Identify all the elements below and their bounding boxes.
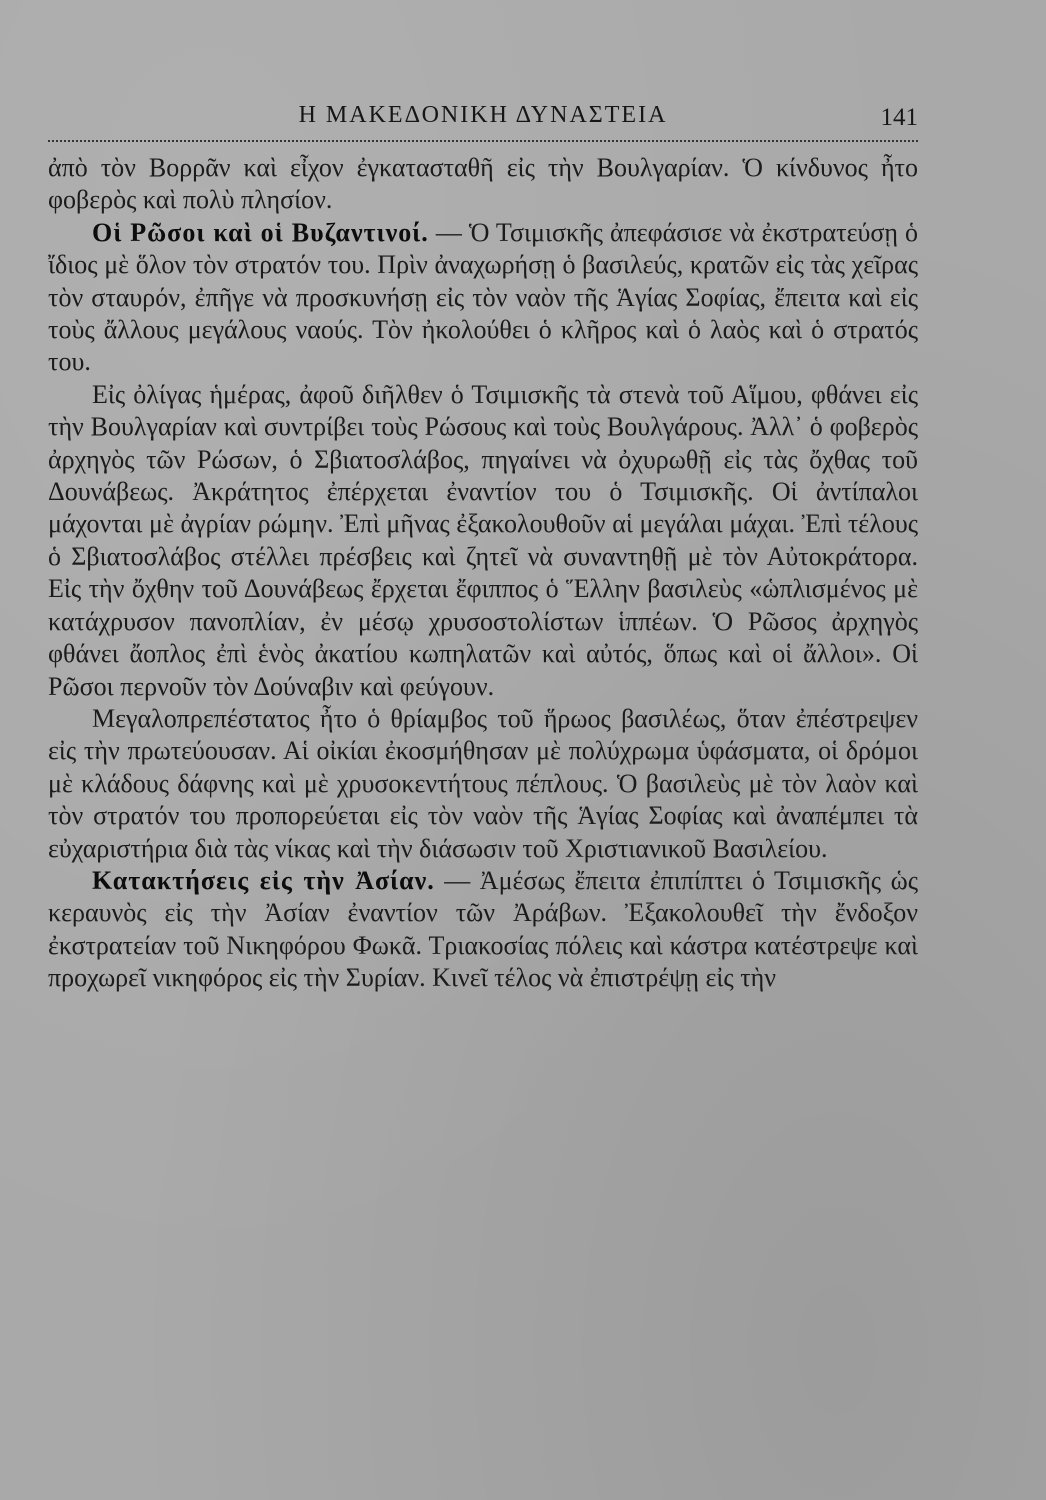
paragraph-4 [48,703,918,865]
paragraph-2-text: — Ὁ Τσιμισκῆς ἀπεφάσισε νὰ ἐκστρατεύσῃ ὁ ἴδιος μὲ ὅλον τὸν στρατόν του. Πρὶν ἀναχωρήσῃ ὁ βασιλεύς, κρατῶν εἰς τὰς χεῖρας τὸν σταυρόν, ἐπῆγε νὰ προσκυνήσῃ εἰς τὸν ναὸν τῆς Ἁγίας Σοφίας, ἔπειτα καὶ εἰς τοὺς ἄλλους μεγάλους ναούς. Τὸν ἠκολούθει ὁ κλῆρος καὶ ὁ λαὸς καὶ ὁ στρατός του. [48,217,919,377]
header-rule [48,140,918,142]
paragraph-3-text: Εἰς ὀλίγας ἡμέρας, ἀφοῦ διῆλθεν ὁ Τσιμισκῆς τὰ στενὰ τοῦ Αἵμου, φθάνει εἰς τὴν Βουλγαρίαν καὶ συντρίβει τοὺς Ρώσους καὶ τοὺς Βουλγάρους. Ἀλλ᾽ ὁ φοβερὸς ἀρχηγὸς τῶν Ρώσων, ὁ Σβιατοσλάβος, πηγαίνει νὰ ὀχυρωθῇ εἰς τὰς ὄχθας τοῦ Δουνάβεως. Ἀκράτητος ἐπέρχεται ἐναντίον του ὁ Τσιμισκῆς. Οἱ ἀντίπαλοι μάχονται μὲ ἀγρίαν ρώμην. Ἐπὶ μῆνας ἐξακολουθοῦν αἱ μεγάλαι μάχαι. Ἐπὶ τέλους ὁ Σβιατοσλάβος στέλλει πρέσβεις καὶ ζητεῖ νὰ συναντηθῇ μὲ τὸν Αὐτοκράτορα. Εἰς τὴν ὄχθην τοῦ Δουνάβεως ἔρχεται ἔφιππος ὁ Ἕλλην βασιλεὺς «ὡπλισμένος μὲ κατάχρυσον πανοπλίαν, ἐν μέσῳ χρυσοστολίστων ἱππέων. Ὁ Ρῶσος ἀρχηγὸς φθάνει ἄοπλος ἐπὶ ἑνὸς ἀκατίου κωπηλατῶν καὶ αὐτός, ὅπως καὶ οἱ ἄλλοι». Οἱ Ρῶσοι περνοῦν τὸν Δούναβιν καὶ φεύγουν. [48,379,918,701]
body-text [48,152,918,995]
paragraph-2 [48,217,918,379]
paragraph-5-text: — Ἀμέσως ἔπειτα ἐπιπίπτει ὁ Τσιμισκῆς ὡς κεραυνὸς εἰς τὴν Ἀσίαν ἐναντίον τῶν Ἀράβων. Ἐξακολουθεῖ τὴν ἔνδοξον ἐκστρατείαν τοῦ Νικηφόρου Φωκᾶ. Τριακοσίας πόλεις καὶ κάστρα κατέστρεψε καὶ προχωρεῖ νικηφόρος εἰς τὴν Συρίαν. Κινεῖ τέλος νὰ ἐπιστρέψῃ εἰς τὴν [48,865,918,993]
paragraph-3 [48,379,918,703]
paragraph-1 [48,152,918,217]
paragraph-4-text: Μεγαλοπρεπέστατος ἦτο ὁ θρίαμβος τοῦ ἥρωος βασιλέως, ὅταν ἐπέστρεψεν εἰς τὴν πρωτεύουσαν. Αἱ οἰκίαι ἐκοσμήθησαν μὲ πολύχρωμα ὑφάσματα, οἱ δρόμοι μὲ κλάδους δάφνης καὶ μὲ χρυσοκεντήτους πέπλους. Ὁ βασιλεὺς μὲ τὸν λαὸν καὶ τὸν στρατόν του προπορεύεται εἰς τὸν ναὸν τῆς Ἁγίας Σοφίας καὶ ἀναπέμπει τὰ εὐχαριστήρια διὰ τὰς νίκας καὶ τὴν διάσωσιν τοῦ Χριστιανικοῦ Βασιλείου. [48,703,918,863]
page-header [48,98,918,138]
paragraph-5 [48,865,918,995]
running-head: Η ΜΑΚΕΔΟΝΙΚΗ ΔΥΝΑΣΤΕΙΑ [298,102,668,128]
section-heading-conquests-asia: Κατακτήσεις εἰς τὴν Ἀσίαν. [92,865,435,895]
paragraph-1-text: ἀπὸ τὸν Βορρᾶν καὶ εἶχον ἐγκατασταθῆ εἰς τὴν Βουλγαρίαν. Ὁ κίνδυνος ἦτο φοβερὸς καὶ πολὺ πλησίον. [48,153,918,215]
section-heading-russians-byzantines: Οἱ Ρῶσοι καὶ οἱ Βυζαντινοί. [92,217,429,247]
page-number: 141 [880,104,918,131]
